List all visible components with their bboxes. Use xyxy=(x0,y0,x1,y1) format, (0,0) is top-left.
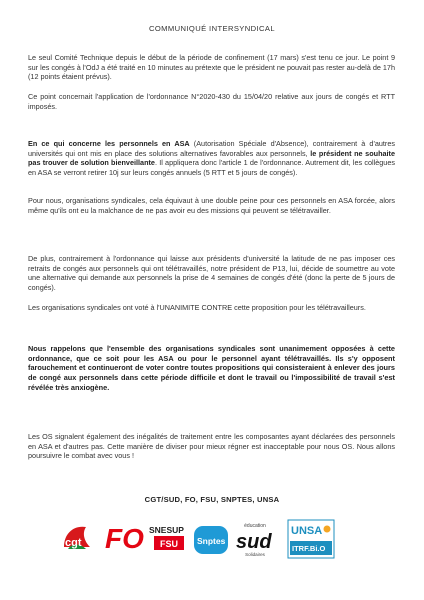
cgt-logo xyxy=(60,521,96,559)
signatories: CGT/SUD, FO, FSU, SNPTES, UNSA xyxy=(144,495,280,504)
snptes-logo xyxy=(193,525,229,555)
teletravail-paragraph: De plus, contrairement à l'ordonnance qui laisse aux présidents d'université la latitude de ne pas imposer ces retraits de congés aux personnels qui ont télétravaillés, notre président de P13, lui, décide de soumettre au vote une alternative qui demande aux personnels la prise de 4 semaines de congés d'été (donc la perte de 5 jours de congés). xyxy=(28,254,395,292)
ordinance-paragraph: Ce point concernait l'application de l'ordonnance N°2020-430 du 15/04/20 relative aux jours de congés et RTT imposés. xyxy=(28,92,395,111)
unanimity-paragraph: Les organisations syndicales ont voté à l'UNANIMITE CONTRE cette proposition pour les télétravailleurs. xyxy=(28,303,366,312)
asa-emphasis: le président ne souhaite pas trouver de solution bienveillante xyxy=(28,148,395,168)
fo-logo xyxy=(104,521,144,557)
snesup-logo xyxy=(148,523,190,557)
unsa-logo xyxy=(287,519,335,559)
sud-logo-text: sud xyxy=(236,531,272,553)
intro-paragraph: Le seul Comité Technique depuis le début de la période de confinement (17 mars) s'est tenu ce jour. Le point 9 sur les congés à l'OdJ a été traité en 10 minutes au prétexte que le président ne pouvait pas rester au-delà de 17h (12 points étaient prévus). xyxy=(28,53,395,82)
opposition-paragraph: Nous rappelons que l'ensemble des organisations syndicales sont unanimement opposées à cette ordonnance, que ce soit pour les ASA ou pour le personnel ayant télétravaillés. Ils s'y opposent farouchement et continueront de voter contre toutes propositions qui consisteraient à enlever des jours de congé aux personnels dans cette période difficile et dont le travail ou l'impossibilité de travail s'est révélée très anxiogène. xyxy=(28,344,395,392)
double-peine-paragraph: Pour nous, organisations syndicales, cela équivaut à une double peine pour ces personnels en ASA forcée, alors même qu'ils ont eu la malchance de ne pas avoir eu des missions qui peuvent se télétravailler. xyxy=(28,196,395,215)
unsa-dot xyxy=(324,526,331,533)
sud-bottom-text: Solidaires xyxy=(245,552,265,557)
inequality-paragraph: Les OS signalent également des inégalités de traitement entre les composantes ayant déclarées des personnels en ASA et d'autres pas. Cette manière de diviser pour mieux régner est inacceptable pour nous OS. Nous allons poursuivre le combat avec vous ! xyxy=(28,432,395,461)
cgt-logo-text: cgt xyxy=(65,537,82,549)
asa-text-1: (Autorisation Spéciale d'Absence), contrairement à d'autres universités qui ont mis en place des solutions alternatives favorables aux personnels, xyxy=(28,139,395,158)
snesup-fsu-text: FSU xyxy=(160,539,178,549)
page-title: COMMUNIQUÉ INTERSYNDICAL xyxy=(148,24,276,33)
union-logos xyxy=(0,513,424,563)
sud-logo xyxy=(233,521,277,559)
fo-logo-text: FO xyxy=(105,523,144,554)
sud-top-text: éducation xyxy=(244,523,266,529)
asa-text-2: . Il appliquera donc l'article 1 de l'ordonnance. Autrement dit, les collègues en ASA se verront retirer 10j sur leurs congés annuels (5 RTT et 5 jours de congés). xyxy=(28,158,395,177)
snesup-logo-text: SNESUP xyxy=(149,525,184,535)
unsa-itrf-text: ITRF.Bi.O xyxy=(292,544,326,553)
asa-paragraph xyxy=(28,139,395,177)
snptes-logo-text: Snptes xyxy=(197,536,226,546)
unsa-logo-text: UNSA xyxy=(291,525,323,537)
asa-lead: En ce qui concerne les personnels en ASA xyxy=(28,139,190,148)
